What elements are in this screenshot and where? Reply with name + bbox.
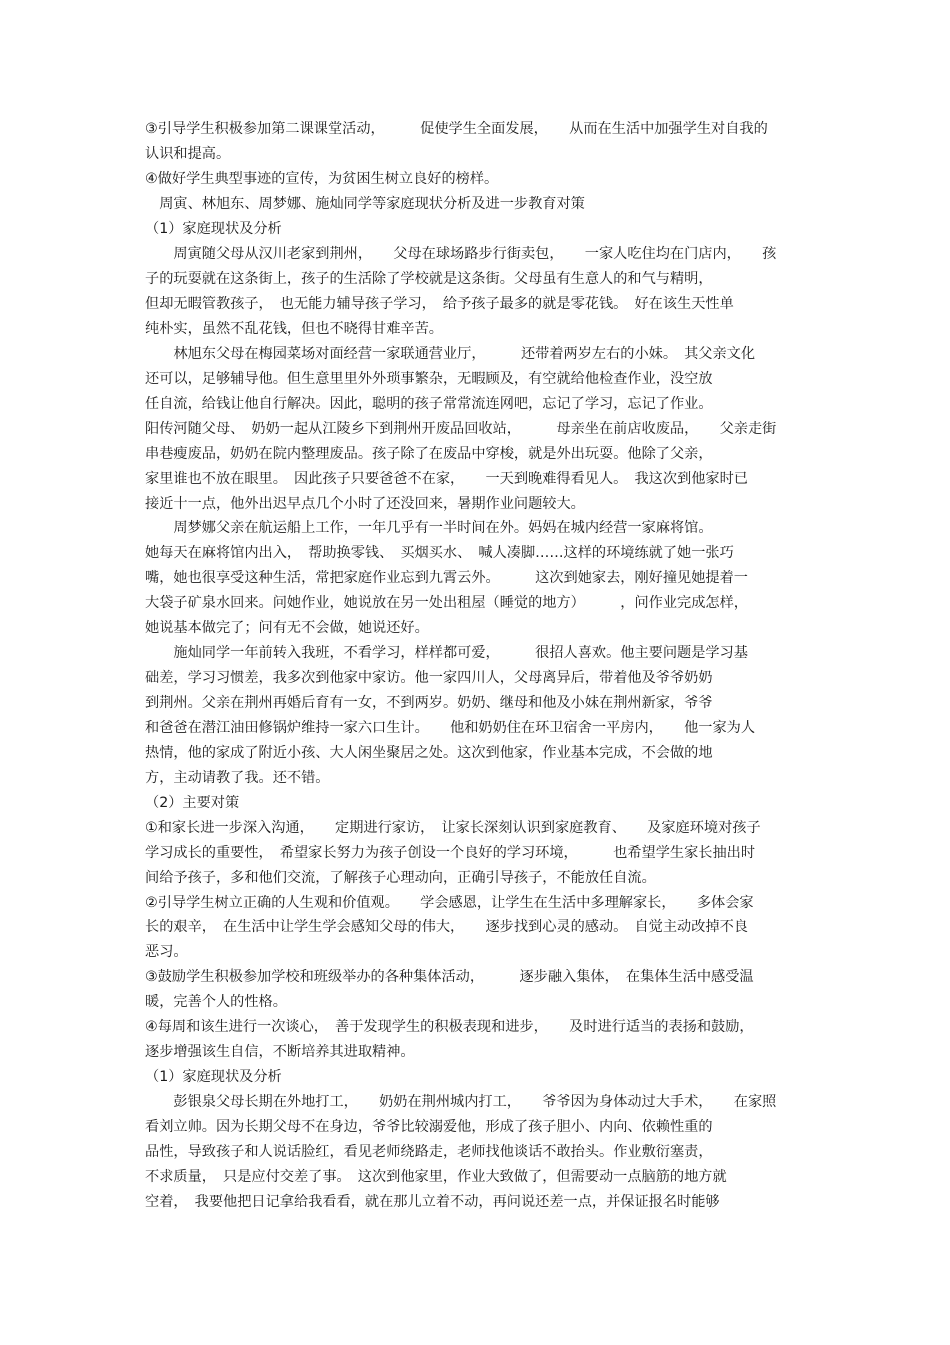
text-line: 到荆州。父亲在荆州再婚后育有一女，不到两岁。奶奶、继母和他及小妹在荆州新家，爷爷 — [145, 695, 713, 711]
text-line: ③引导学生积极参加第二课课堂活动， 促使学生全面发展， 从而在生活中加强学生对自我的 — [145, 121, 768, 137]
text-line: 认识和提高。 — [145, 146, 231, 162]
text-line: 恶习。 — [145, 944, 188, 960]
text-line: 间给予孩子，多和他们交流，了解孩子心理动向，正确引导孩子，不能放任自流。 — [145, 870, 656, 886]
text-line: 任自流，给钱让他自行解决。因此，聪明的孩子常常流连网吧，忘记了学习，忘记了作业。 — [145, 396, 713, 412]
text-line: 础差，学习习惯差，我多次到他家中家访。他一家四川人，父母离异后，带着他及爷爷奶奶 — [145, 670, 713, 686]
text-line: 学习成长的重要性， 希望家长努力为孩子创设一个良好的学习环境， 也希望学生家长抽出时 — [145, 845, 756, 861]
text-line: 方，主动请教了我。还不错。 — [145, 770, 330, 786]
text-line: 嘴，她也很享受这种生活，常把家庭作业忘到九霄云外。 这次到她家去，刚好撞见她提着一 — [145, 570, 748, 586]
text-line: 品性，导致孩子和人说话脸红，看见老师绕路走，老师找他谈话不敢抬头。作业敷衍塞责， — [145, 1144, 713, 1160]
text-line: 阳传河随父母、 奶奶一起从江陵乡下到荆州开废品回收站， 母亲坐在前店收废品， 父亲走街 — [145, 421, 777, 437]
text-line: 林旭东父母在梅园菜场对面经营一家联通营业厅， 还带着两岁左右的小妹。 其父亲文化 — [145, 346, 756, 362]
text-line: ②引导学生树立正确的人生观和价值观。 学会感恩，让学生在生活中多理解家长， 多体会家 — [145, 895, 754, 911]
text-line: 和爸爸在潜江油田修锅炉维持一家六口生计。 他和奶奶住在环卫宿舍一平房内， 他一家为人 — [145, 720, 756, 736]
text-line: 空着， 我要他把日记拿给我看看，就在那儿立着不动，再问说还差一点，并保证报名时能够 — [145, 1194, 720, 1210]
text-line: 暖，完善个人的性格。 — [145, 994, 287, 1010]
text-line: 周寅随父母从汉川老家到荆州， 父母在球场路步行街卖包， 一家人吃住均在门店内， 孩 — [145, 246, 777, 262]
text-line: 热情，他的家成了附近小孩、大人闲坐聚居之处。这次到他家，作业基本完成，不会做的地 — [145, 745, 713, 761]
text-line: 不求质量， 只是应付交差了事。 这次到他家里，作业大致做了，但需要动一点脑筋的地方就 — [145, 1169, 727, 1185]
text-line: 纯朴实，虽然不乱花钱，但也不晓得甘难辛苦。 — [145, 321, 443, 337]
text-line: 串巷瘦废品，奶奶在院内整理废品。孩子除了在废品中穿梭，就是外出玩耍。他除了父亲， — [145, 446, 713, 462]
text-line: 她说基本做完了；问有无不会做，她说还好。 — [145, 620, 429, 636]
text-line: 家里谁也不放在眼里。 因此孩子只要爸爸不在家， 一天到晚难得看见人。 我这次到他家时已 — [145, 471, 748, 487]
text-line: 还可以，足够辅导他。但生意里里外外琐事繁杂，无暇顾及，有空就给他检查作业，没空放 — [145, 371, 713, 387]
text-line: ④每周和该生进行一次谈心， 善于发现学生的积极表现和进步， 及时进行适当的表扬和鼓励， — [145, 1019, 754, 1035]
text-line: 逐步增强该生自信，不断培养其进取精神。 — [145, 1044, 415, 1060]
text-line: ④做好学生典型事迹的宣传，为贫困生树立良好的榜样。 — [145, 171, 499, 187]
text-line: （2）主要对策 — [145, 795, 240, 811]
text-line: 但却无暇管教孩子， 也无能力辅导孩子学习， 给予孩子最多的就是零花钱。 好在该生天性单 — [145, 296, 734, 312]
text-line: （1）家庭现状及分析 — [145, 1069, 282, 1085]
text-line: ①和家长进一步深入沟通， 定期进行家访， 让家长深刻认识到家庭教育、 及家庭环境对孩子 — [145, 820, 761, 836]
text-line: （1）家庭现状及分析 — [145, 221, 282, 237]
text-line: 周寅、林旭东、周梦娜、施灿同学等家庭现状分析及进一步教育对策 — [145, 196, 585, 212]
text-line: 施灿同学一年前转入我班，不看学习，样样都可爱， 很招人喜欢。他主要问题是学习基 — [145, 645, 748, 661]
text-line: 子的玩耍就在这条街上，孩子的生活除了学校就是这条街。父母虽有生意人的和气与精明， — [145, 271, 713, 287]
text-line: 彭银泉父母长期在外地打工， 奶奶在荆州城内打工， 爷爷因为身体动过大手术， 在家照 — [145, 1094, 777, 1110]
text-line: 周梦娜父亲在航运船上工作，一年几乎有一半时间在外。妈妈在城内经营一家麻将馆。 — [145, 520, 713, 536]
text-line: 长的艰辛， 在生活中让学生学会感知父母的伟大， 逐步找到心灵的感动。 自觉主动改掉不良 — [145, 919, 748, 935]
text-line: ③鼓励学生积极参加学校和班级举办的各种集体活动， 逐步融入集体， 在集体生活中感受温 — [145, 969, 754, 985]
text-line: 大袋子矿泉水回来。问她作业，她说放在另一处出租屋（睡觉的地方） ，问作业完成怎样， — [145, 595, 748, 611]
text-line: 接近十一点，他外出迟早点几个小时了还没回来，暑期作业问题较大。 — [145, 496, 585, 512]
text-line: 她每天在麻将馆内出入， 帮助换零钱、 买烟买水、 喊人凑脚……这样的环境练就了她一张巧 — [145, 545, 734, 561]
text-line: 看刘立帅。因为长期父母不在身边，爷爷比较溺爱他，形成了孩子胆小、内向、依赖性重的 — [145, 1119, 713, 1135]
